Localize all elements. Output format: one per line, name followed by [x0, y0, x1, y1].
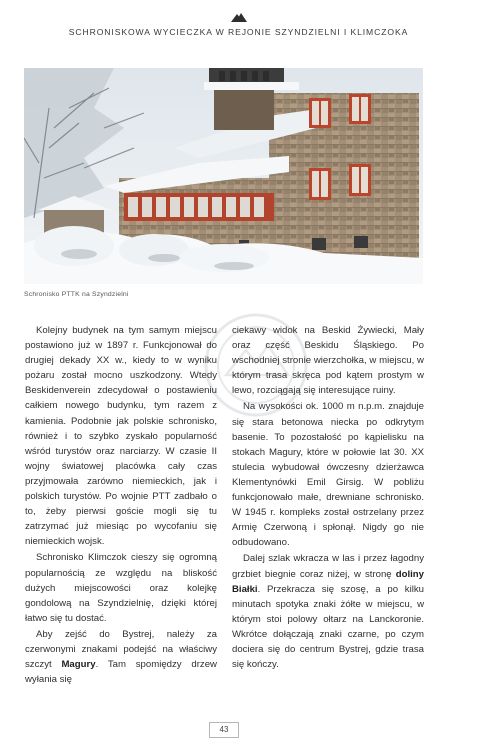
paragraph: Na wysokości ok. 1000 m n.p.m. znajduje się stara betonowa niecka po odkrytym basenie. To pozostałość po kąpielisku na stokach Magury, które w połowie lat 30. XX stulecia wybudował ówczesny dzierżawca Klementynówki Emil Girsig. W pobliżu funkcjonowało małe, drewniane schronisko. W 1945 r. kompleks został ostrzelany przez Armię Czerwoną i spłonął. Nigdy go nie odbudowano. [232, 401, 424, 549]
text-run: . Tam spomiędzy drzew wyłania się [25, 659, 217, 686]
paragraph [232, 551, 424, 672]
text-column-left [25, 323, 217, 687]
paragraph: ciekawy widok na Beskid Żywiecki, Mały oraz część Beskidu Śląskiego. Po wschodniej stronie wierzchołka, w miejscu, w którym trasa skręca pod kątem prostym w lewo, rozciągają się interesujące ruiny. [232, 325, 424, 397]
page-number: 43 [209, 722, 239, 738]
running-title: SCHRONISKOWA WYCIECZKA W REJONIE SZYNDZIELNI I KLIMCZOKA [68, 27, 409, 37]
paragraph: Kolejny budynek na tym samym miejscu postawiono już w 1897 r. Funkcjonował do drugiej dekady XX w., kiedy to w wyniku pożaru został mocno uszkodzony. Wtedy Beskidenverein zdecydował o postawieniu całkiem nowego budynku, tym razem z kamienia. Podobnie jak polskie schronisko, również i to szybko zyskało popularność wśród turystów oraz narciarzy. W czasie II wojny światowej placówka cały czas przyjmowała zarówno niemieckich, jak i polskich turystów. Po wojnie PTT zadbało o to, żeby pierwsi goście mogli się tu zatrzymać już miesiąc po wycofaniu się niemieckich wojsk. [25, 325, 217, 548]
paragraph: Schronisko Klimczok cieszy się ogromną popularnością ze względu na bliskość dużych miejscowości oraz kolejkę gondolową na Szyndzielnię, dzięki której łatwo się tu dostać. [25, 552, 217, 624]
photo-mountain-hut [24, 68, 423, 284]
text-column-right [232, 323, 424, 672]
photo-caption: Schronisko PTTK na Szyndzielni [24, 291, 129, 298]
paragraph [25, 627, 217, 687]
mountain-icon [231, 12, 247, 22]
bold-term: doliny Białki [232, 568, 424, 595]
text-run: Aby zejść do Bystrej, należy za czerwonymi znakami podejść na właściwy szczyt [25, 628, 217, 671]
text-run: . Przekracza się szosę, a po kilku minutach spotyka znaki żółte w miejscu, w którym stoi polowy ołtarz na Lanckoronie. Wkrótce dołączają znaki czarne, po czym dociera się do centrum Bystrej, gdzie trasa się kończy. [232, 583, 424, 671]
bold-term: Magury [61, 659, 96, 671]
text-run: Dalej szlak wkracza w las i przez łagodny grzbiet biegnie coraz niżej, w stronę [232, 553, 424, 580]
